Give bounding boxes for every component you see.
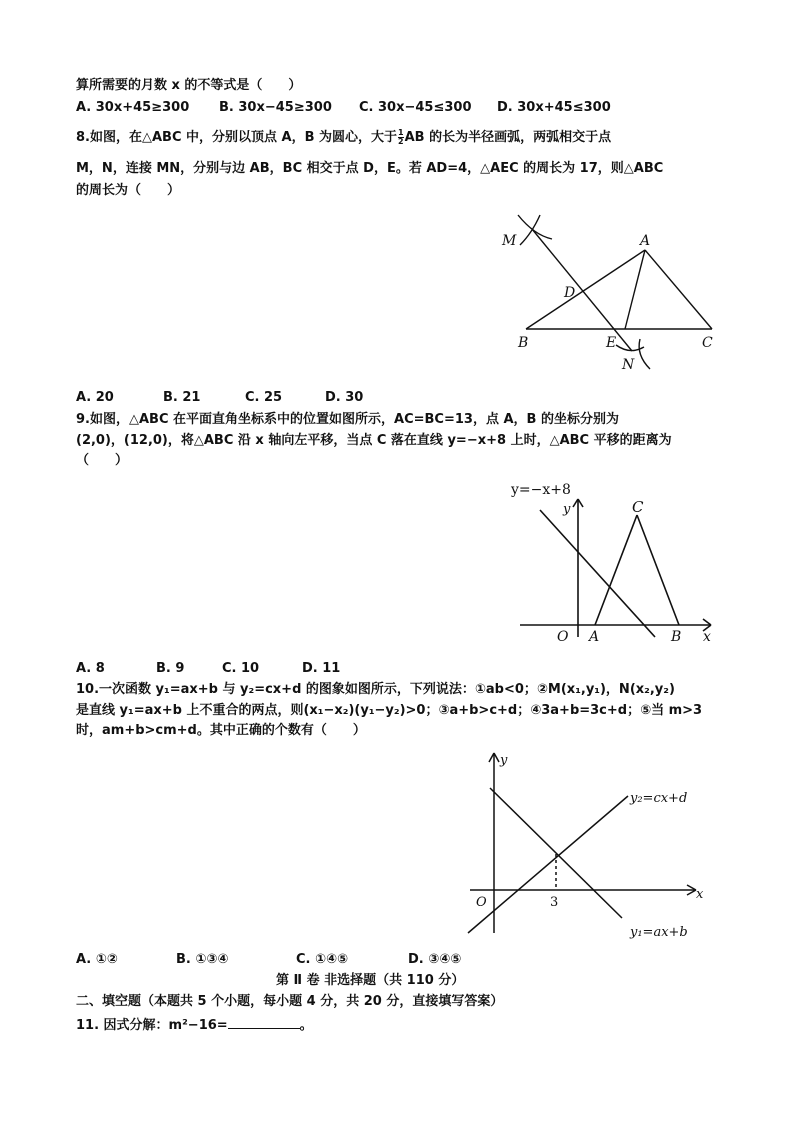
q11-answer-blank[interactable] xyxy=(228,1016,300,1029)
q8-frac-den: 2 xyxy=(398,137,404,146)
q8-line1-pre: 8.如图，在△ABC 中，分别以顶点 A，B 为圆心，大于 xyxy=(76,130,398,145)
q7-option-d[interactable]: D. 30x+45≤300 xyxy=(497,100,611,115)
q9-options xyxy=(76,660,340,678)
q8-stem-line2: M，N，连接 MN，分别与边 AB，BC 相交于点 D，E。若 AD=4，△AEC 的周长为 17，则△ABC xyxy=(76,161,664,176)
q10-label-y: y xyxy=(500,753,508,768)
q9-line-label: y=−x+8 xyxy=(511,482,571,498)
q9-figure xyxy=(505,475,720,650)
q10-figure xyxy=(460,748,725,943)
q9-segment-bc xyxy=(637,515,679,625)
q9-label-c: C xyxy=(632,498,644,516)
part-title: 二、填空题（本题共 5 个小题，每小题 4 分，共 20 分，直接填写答案） xyxy=(76,994,504,1009)
q8-label-c: C xyxy=(702,335,713,351)
q10-label-x: x xyxy=(696,887,704,902)
q10-label-o: O xyxy=(476,895,487,910)
q9-label-y: y xyxy=(563,502,571,517)
q9-label-b: B xyxy=(671,629,682,645)
q11-pre: 11. 因式分解：m²−16= xyxy=(76,1018,228,1033)
q10-option-a[interactable]: A. ①② xyxy=(76,952,118,967)
q8-segment-ab xyxy=(526,250,645,329)
q8-option-c[interactable]: C. 25 xyxy=(245,390,283,405)
q8-segment-ac xyxy=(645,250,712,329)
q8-arc-m2 xyxy=(520,215,540,245)
q10-stem-line1: 10.一次函数 y₁=ax+b 与 y₂=cx+d 的图象如图所示，下列说法：①ab<0；②M(x₁,y₁)，N(x₂,y₂) xyxy=(76,682,675,697)
q10-label-y1: y₁=ax+b xyxy=(630,925,688,940)
q8-option-b[interactable]: B. 21 xyxy=(163,390,201,405)
volume-title: 第 Ⅱ 卷 非选择题（共 110 分） xyxy=(276,973,465,988)
q8-label-d: D xyxy=(564,285,576,301)
q8-options xyxy=(76,389,363,407)
q9-stem-line2: (2,0)，(12,0)，将△ABC 沿 x 轴向左平移，当点 C 落在直线 y=−x+8 上时，△ABC 平移的距离为 xyxy=(76,433,672,448)
q10-line-y2 xyxy=(468,796,628,933)
q11-post: 。 xyxy=(299,1018,313,1033)
q8-arc-n2 xyxy=(639,339,650,369)
q8-line1-post: AB 的长为半径画弧，两弧相交于点 xyxy=(404,130,612,145)
q8-option-d[interactable]: D. 30 xyxy=(325,390,364,405)
q9-stem-line3: （ ） xyxy=(76,453,129,468)
q9-label-x: x xyxy=(703,629,711,645)
q9-option-b[interactable]: B. 9 xyxy=(156,661,185,676)
q8-label-e: E xyxy=(606,335,617,351)
q10-label-3: 3 xyxy=(550,895,559,910)
q7-option-a[interactable]: A. 30x+45≥300 xyxy=(76,100,190,115)
q9-label-o: O xyxy=(557,629,569,645)
q8-label-m: M xyxy=(502,233,517,249)
q8-label-n: N xyxy=(622,357,635,373)
q8-segment-mn xyxy=(532,229,632,351)
q7-option-c[interactable]: C. 30x−45≤300 xyxy=(359,100,472,115)
q9-option-d[interactable]: D. 11 xyxy=(302,661,341,676)
q7-options xyxy=(76,99,611,117)
q10-option-b[interactable]: B. ①③④ xyxy=(176,952,229,967)
q10-option-c[interactable]: C. ①④⑤ xyxy=(296,952,349,967)
q7-option-b[interactable]: B. 30x−45≥300 xyxy=(219,100,332,115)
q9-stem-line1: 9.如图，△ABC 在平面直角坐标系中的位置如图所示，AC=BC=13，点 A，B 的坐标分别为 xyxy=(76,412,619,427)
q9-option-c[interactable]: C. 10 xyxy=(222,661,260,676)
q10-stem-line2: 是直线 y₁=ax+b 上不重合的两点，则(x₁−x₂)(y₁−y₂)>0；③a+b>c+d；④3a+b=3c+d；⑤当 m>3 xyxy=(76,703,703,718)
q7-stem: 算所需要的月数 x 的不等式是（ ） xyxy=(76,78,302,93)
q9-label-a: A xyxy=(589,629,600,645)
q8-label-b: B xyxy=(518,335,529,351)
q8-frac-num: 1 xyxy=(398,128,404,137)
q10-label-y2: y₂=cx+d xyxy=(630,791,688,806)
q8-option-a[interactable]: A. 20 xyxy=(76,390,114,405)
q10-options xyxy=(76,951,461,969)
q8-arc-m1 xyxy=(518,215,552,239)
q9-option-a[interactable]: A. 8 xyxy=(76,661,105,676)
q9-segment-ac xyxy=(595,515,637,625)
q10-stem-line3: 时，am+b>cm+d。其中正确的个数有（ ） xyxy=(76,723,366,738)
q11-stem xyxy=(76,1016,313,1035)
q8-fraction xyxy=(398,129,404,146)
q8-stem-line1 xyxy=(76,129,611,147)
q8-label-a: A xyxy=(640,233,651,249)
q8-figure xyxy=(490,205,730,380)
q8-stem-line3: 的周长为（ ） xyxy=(76,183,181,198)
q10-option-d[interactable]: D. ③④⑤ xyxy=(408,952,462,967)
